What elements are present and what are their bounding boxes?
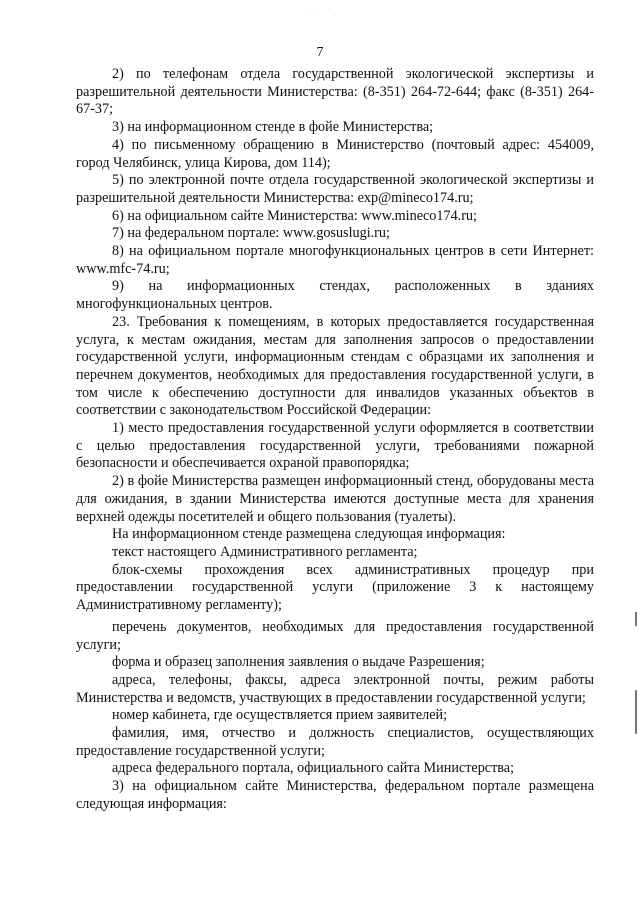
paragraph: 3) на официальном сайте Министерства, федеральном портале размещена следующая информация:	[76, 778, 594, 812]
paragraph: блок-схемы прохождения всех административных процедур при предоставлении государственной услуги (приложение 3 к настоящему Административному регламенту);	[76, 561, 594, 614]
paragraph: 7) на федеральном портале: www.gosuslugi.ru;	[112, 225, 390, 242]
scan-edge-mark	[635, 690, 637, 734]
paragraph: 1) место предоставления государственной услуги оформляется в соответствии с целью предоставления государственной услуги, требованиями пожарной безопасности и обеспечивается охраной правопорядка;	[76, 420, 594, 472]
paragraph: номер кабинета, где осуществляется прием заявителей;	[112, 707, 448, 724]
paragraph: 3) на информационном стенде в фойе Министерства;	[112, 119, 434, 136]
document-body	[76, 66, 594, 814]
paragraph: фамилия, имя, отчество и должность специалистов, осуществляющих предоставление государственной услуги;	[76, 725, 594, 759]
paragraph: На информационном стенде размещена следующая информация:	[112, 526, 506, 543]
paragraph: 8) на официальном портале многофункциональных центров в сети Интернет: www.mfc-74.ru;	[76, 243, 594, 277]
scan-edge-mark	[635, 612, 637, 626]
paragraph: 4) по письменному обращению в Министерство (почтовый адрес: 454009, город Челябинск, улица Кирова, дом 114);	[76, 136, 594, 171]
paragraph: адреса, телефоны, факсы, адреса электронной почты, режим работы Министерства и ведомств, участвующих в предоставлении государственной услуги;	[76, 671, 594, 706]
paragraph: 6) на официальном сайте Министерства: www.mineco174.ru;	[112, 207, 477, 224]
paragraph: 9) на информационных стендах, расположенных в зданиях многофункциональных центров.	[76, 278, 594, 313]
paragraph: 2) в фойе Министерства размещен информационный стенд, оборудованы места для ожидания, в здании Министерства имеются доступные места для хранения верхней одежды посетителей и общего пользования (туалеты).	[76, 473, 594, 525]
scan-artifact: · · ·	[307, 6, 333, 13]
paragraph: 5) по электронной почте отдела государственной экологической экспертизы и разрешительной деятельности Министерства: exp@mineco174.ru;	[76, 172, 594, 206]
paragraph: 2) по телефонам отдела государственной экологической экспертизы и разрешительной деятельности Министерства: (8-351) 264-72-644; факс (8-351) 264-67-37;	[76, 66, 594, 118]
paragraph: адреса федерального портала, официального сайта Министерства;	[112, 760, 515, 777]
paragraph: форма и образец заполнения заявления о выдаче Разрешения;	[112, 654, 485, 671]
page-number: 7	[316, 44, 324, 59]
paragraph: перечень документов, необходимых для предоставления государственной услуги;	[76, 618, 594, 653]
paragraph: 23. Требования к помещениям, в которых предоставляется государственная услуга, к местам ожидания, местам для заполнения запросов о предоставлении государственной услуги, информационным стендам с образцами их заполнения и перечнем документов, необходимых для предоставления государственной услуги, в том числе к обеспечению доступности для инвалидов указанных объектов в соответствии с законодательством Российской Федерации:	[76, 313, 594, 419]
paragraph: текст настоящего Административного регламента;	[112, 543, 418, 560]
